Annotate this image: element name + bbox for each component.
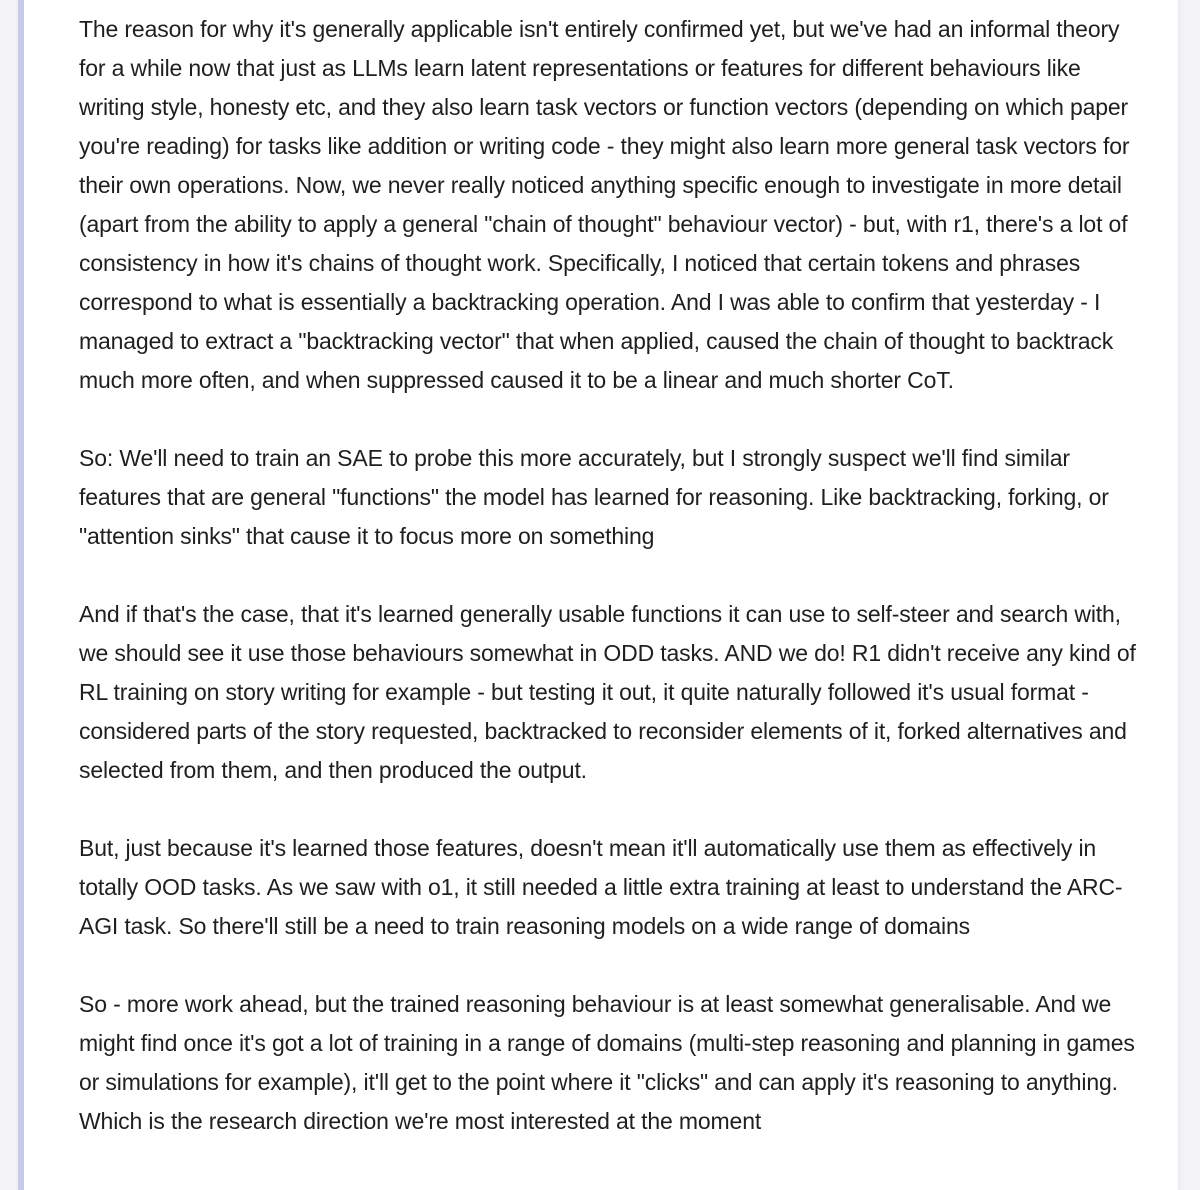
comment-paragraph-1: The reason for why it's generally applicable isn't entirely confirmed yet, but we've had an informal theory for a while now that just as LLMs learn latent representations or features for different behaviours like writing style, honesty etc, and they also learn task vectors or function vectors (depending on which paper you're reading) for tasks like addition or writing code - they might also learn more general task vectors for their own operations. Now, we never really noticed anything specific enough to investigate in more detail (apart from the ability to apply a general "chain of thought" behaviour vector) - but, with r1, there's a lot of consistency in how it's chains of thought work. Specifically, I noticed that certain tokens and phrases correspond to what is essentially a backtracking operation. And I was able to confirm that yesterday - I managed to extract a "backtracking vector" that when applied, caused the chain of thought to backtrack much more often, and when suppressed caused it to be a linear and much shorter CoT. (79, 16, 1136, 393)
comment-paragraph-5: So - more work ahead, but the trained reasoning behaviour is at least somewhat generalisable. And we might find once it's got a lot of training in a range of domains (multi-step reasoning and planning in games or simulations for example), it'll get to the point where it "clicks" and can apply it's reasoning to anything. Which is the research direction we're most interested at the moment (79, 991, 1142, 1134)
comment-paragraph-2: So: We'll need to train an SAE to probe this more accurately, but I strongly suspect we'll find similar features that are general "functions" the model has learned for reasoning. Like backtracking, forking, or "attention sinks" that cause it to focus more on something (79, 445, 1116, 549)
comment-paragraph-3: And if that's the case, that it's learned generally usable functions it can use to self-steer and search with, we should see it use those behaviours somewhat in ODD tasks. AND we do! R1 didn't receive any kind of RL training on story writing for example - but testing it out, it quite naturally followed it's usual format - considered parts of the story requested, backtracked to reconsider elements of it, forked alternatives and selected from them, and then produced the output. (79, 601, 1142, 783)
comment-paragraph-4: But, just because it's learned those features, doesn't mean it'll automatically use them as effectively in totally OOD tasks. As we saw with o1, it still needed a little extra training at least to understand the ARC-AGI task. So there'll still be a need to train reasoning models on a wide range of domains (79, 835, 1123, 939)
comment-card (18, 0, 1178, 1190)
comment-body (79, 10, 1142, 1141)
